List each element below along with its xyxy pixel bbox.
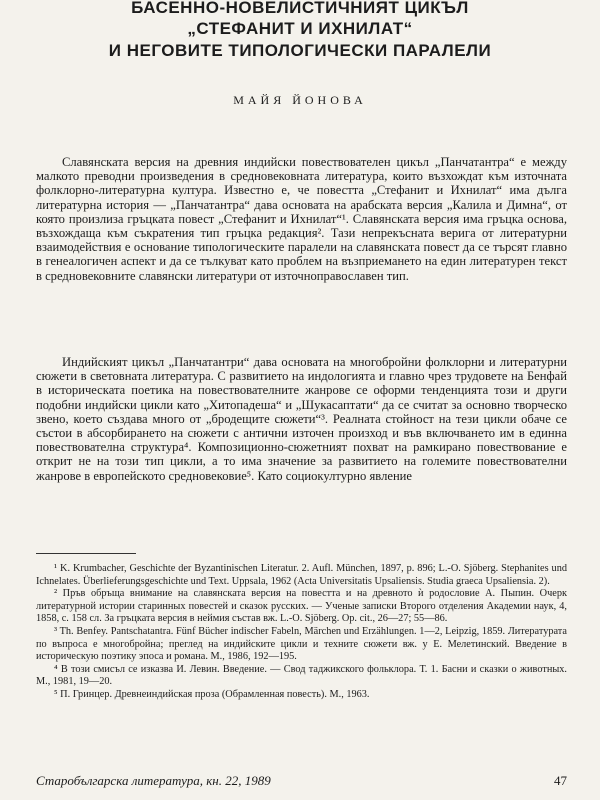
page-footer — [36, 773, 567, 791]
page-number: 47 — [554, 773, 567, 788]
journal-citation: Старобългарска литература, кн. 22, 1989 — [36, 773, 271, 788]
footnote-5: ⁵ П. Гринцер. Древнеиндийская проза (Обрамленная повесть). М., 1963. — [54, 688, 370, 700]
body-paragraph-1: Славянската версия на древния индийски повествователен цикъл „Панчатантра“ е между малкото преводни произведения в средновековната литература, които възхождат към източната фолклорно-литературна култура. Известно е, че повестта „Стефанит и Ихнилат“ има дълга литературна история — „Панчатантра“ дава основата на арабската версия „Калила и Димна“, от която произлиза гръцката повест „Стефанит и Ихнилат“¹. Славянската версия има гръцка основа, възхождаща към съкратения тип гръцка редакция². Тази непрекъсната верига от литературни взаимодействия е основание типологическите паралели на славянската повест да се търсят главно в генеалогичен аспект и да се тълкуват като проблем на възприемането на един литературен текст в средновековните славянски литератури от източноправославен тип. — [36, 155, 567, 283]
author-name: МАЙЯ ЙОНОВА — [233, 93, 367, 107]
body-paragraph-2: Индийският цикъл „Панчатантри“ дава основата на многобройни фолклорни и литературни сюжети в световната литература. С развитието на индологията и главно чрез трудовете на Бенфай в историческата поетика на повествователните жанрове се оформи тенденцията този и други подобни индийски цикли като „Хитопадеша“ и „Шукасаптати“ да се считат за основно творческо звено, което създава много от „бродещите сюжети“³. Реалната стойност на тези цикли обаче се състои в абсорбирането на сюжети с антични източен произход и във включването им в единна повествователна структура⁴. Композиционно-сюжетният похват на рамкирано повествование е открит не на този тип цикли, а то има значение за развитието на големите повествователни жанрове в европейското средновековие⁵. Като социокултурно явление — [36, 355, 567, 483]
footnote-2: ² Пръв обръща внимание на славянската версия на повестта и на древното ѝ родословие А. Пыпин. Очерк литературной истории старинных повестей и сказок русских. — Ученые записки Второго отделения Академии наук, 4, 1858, с. 158 сл. За гръцката версия в неймия състав вж. L.-O. Sjöberg. Op. cit., 26—27; 55—86. — [36, 588, 567, 625]
article-title-line-3: И НЕГОВИТЕ ТИПОЛОГИЧЕСКИ ПАРАЛЕЛИ — [108, 41, 492, 60]
footnote-divider — [36, 553, 136, 554]
article-title-line-2: „СТЕФАНИТ И ИХНИЛАТ“ — [187, 19, 413, 38]
footnotes — [36, 563, 567, 702]
article-title-line-1: БАСЕННО-НОВЕЛИСТИЧНИЯТ ЦИКЪЛ — [131, 0, 469, 17]
footnote-3: ³ Th. Benfey. Pantschatantra. Fünf Bücher indischer Fabeln, Märchen und Erzählungen. 1—2, Leipzig, 1859. Литературата по въпроса е многобройна; преглед на индийските цикли и техните сюжети вж. у Е. Мелетинский. Введение в историческую поэтику эпоса и романа. М., 1986, 192—195. — [36, 625, 567, 663]
footnote-4: ⁴ В този смисъл се изказва И. Левин. Введение. — Свод таджикского фольклора. Т. 1. Басни и сказки о животных. М., 1981, 19—20. — [36, 663, 567, 688]
footnote-1: ¹ K. Krumbacher, Geschichte der Byzantinischen Literatur. 2. Aufl. München, 1897, p. 896; L.-O. Sjöberg. Stephanites und Ichnelates. Überlieferungsgeschichte und Text. Uppsala, 1962 (Acta Universitatis Upsaliensis. Studia graeca Upsaliensia. 2). — [36, 563, 567, 587]
